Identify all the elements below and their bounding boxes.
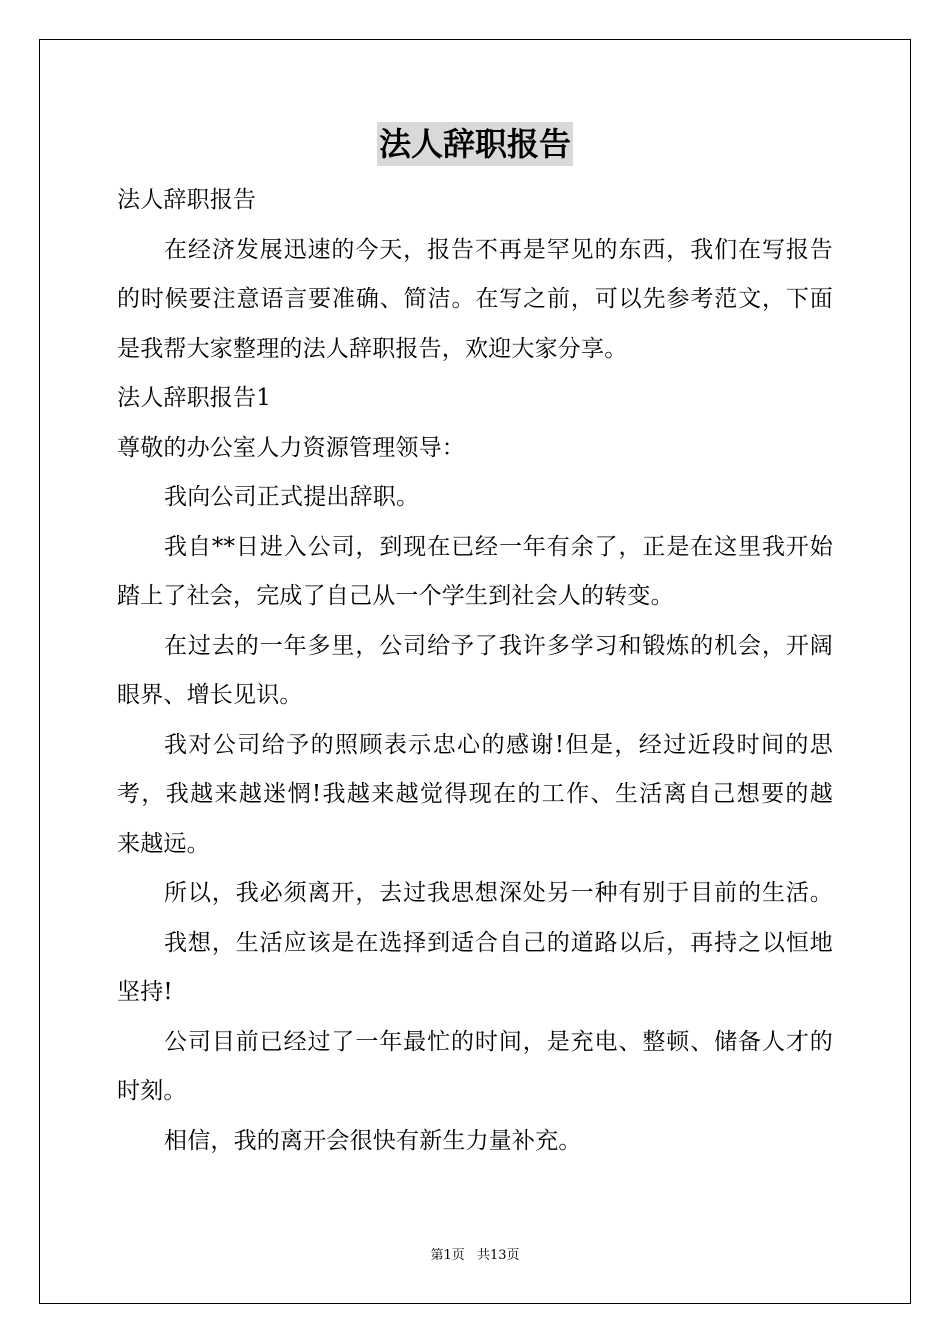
paragraph-line: 我想，生活应该是在选择到适合自己的道路以后，再持之以恒地 [164,929,833,956]
title-container [0,122,950,166]
paragraph-line: 时刻。 [117,1078,187,1104]
section-heading: 法人辞职报告1 [117,385,272,411]
paragraph-line: 是我帮大家整理的法人辞职报告，欢迎大家分享。 [117,335,628,362]
paragraph-line: 坚持! [117,979,173,1005]
paragraph-line: 来越远。 [117,830,210,857]
paragraph-line: 所以，我必须离开，去过我思想深处另一种有别于目前的生活。 [164,880,833,906]
paragraph-line: 眼界、增长见识。 [117,682,303,708]
page-footer [0,1247,950,1265]
paragraph-line: 在经济发展迅速的今天，报告不再是罕见的东西，我们在写报告 [164,236,833,263]
paragraph-line: 考，我越来越迷惘!我越来越觉得现在的工作、生活离自己想要的越 [117,781,833,807]
salutation: 尊敬的办公室人力资源管理领导： [117,434,465,461]
document-title: 法人辞职报告 [377,122,573,166]
page-count: 共13页 [476,1248,520,1263]
paragraph-line: 我对公司给予的照顾表示忠心的感谢!但是，经过近段时间的思 [164,731,833,758]
paragraph-line: 相信，我的离开会很快有新生力量补充。 [164,1127,582,1154]
document-body [117,176,833,1166]
section-heading: 法人辞职报告 [117,187,257,213]
page-number: 第1页 [430,1248,465,1263]
paragraph-line: 公司目前已经过了一年最忙的时间，是充电、整顿、储备人才的 [164,1028,833,1055]
paragraph-line: 的时候要注意语言要准确、简洁。在写之前，可以先参考范文，下面 [117,286,833,312]
paragraph-line: 在过去的一年多里，公司给予了我许多学习和锻炼的机会，开阔 [164,632,833,659]
paragraph-line: 我向公司正式提出辞职。 [164,484,420,510]
paragraph-line: 我自**日进入公司，到现在已经一年有余了，正是在这里我开始 [164,533,833,560]
paragraph-line: 踏上了社会，完成了自己从一个学生到社会人的转变。 [117,583,674,609]
